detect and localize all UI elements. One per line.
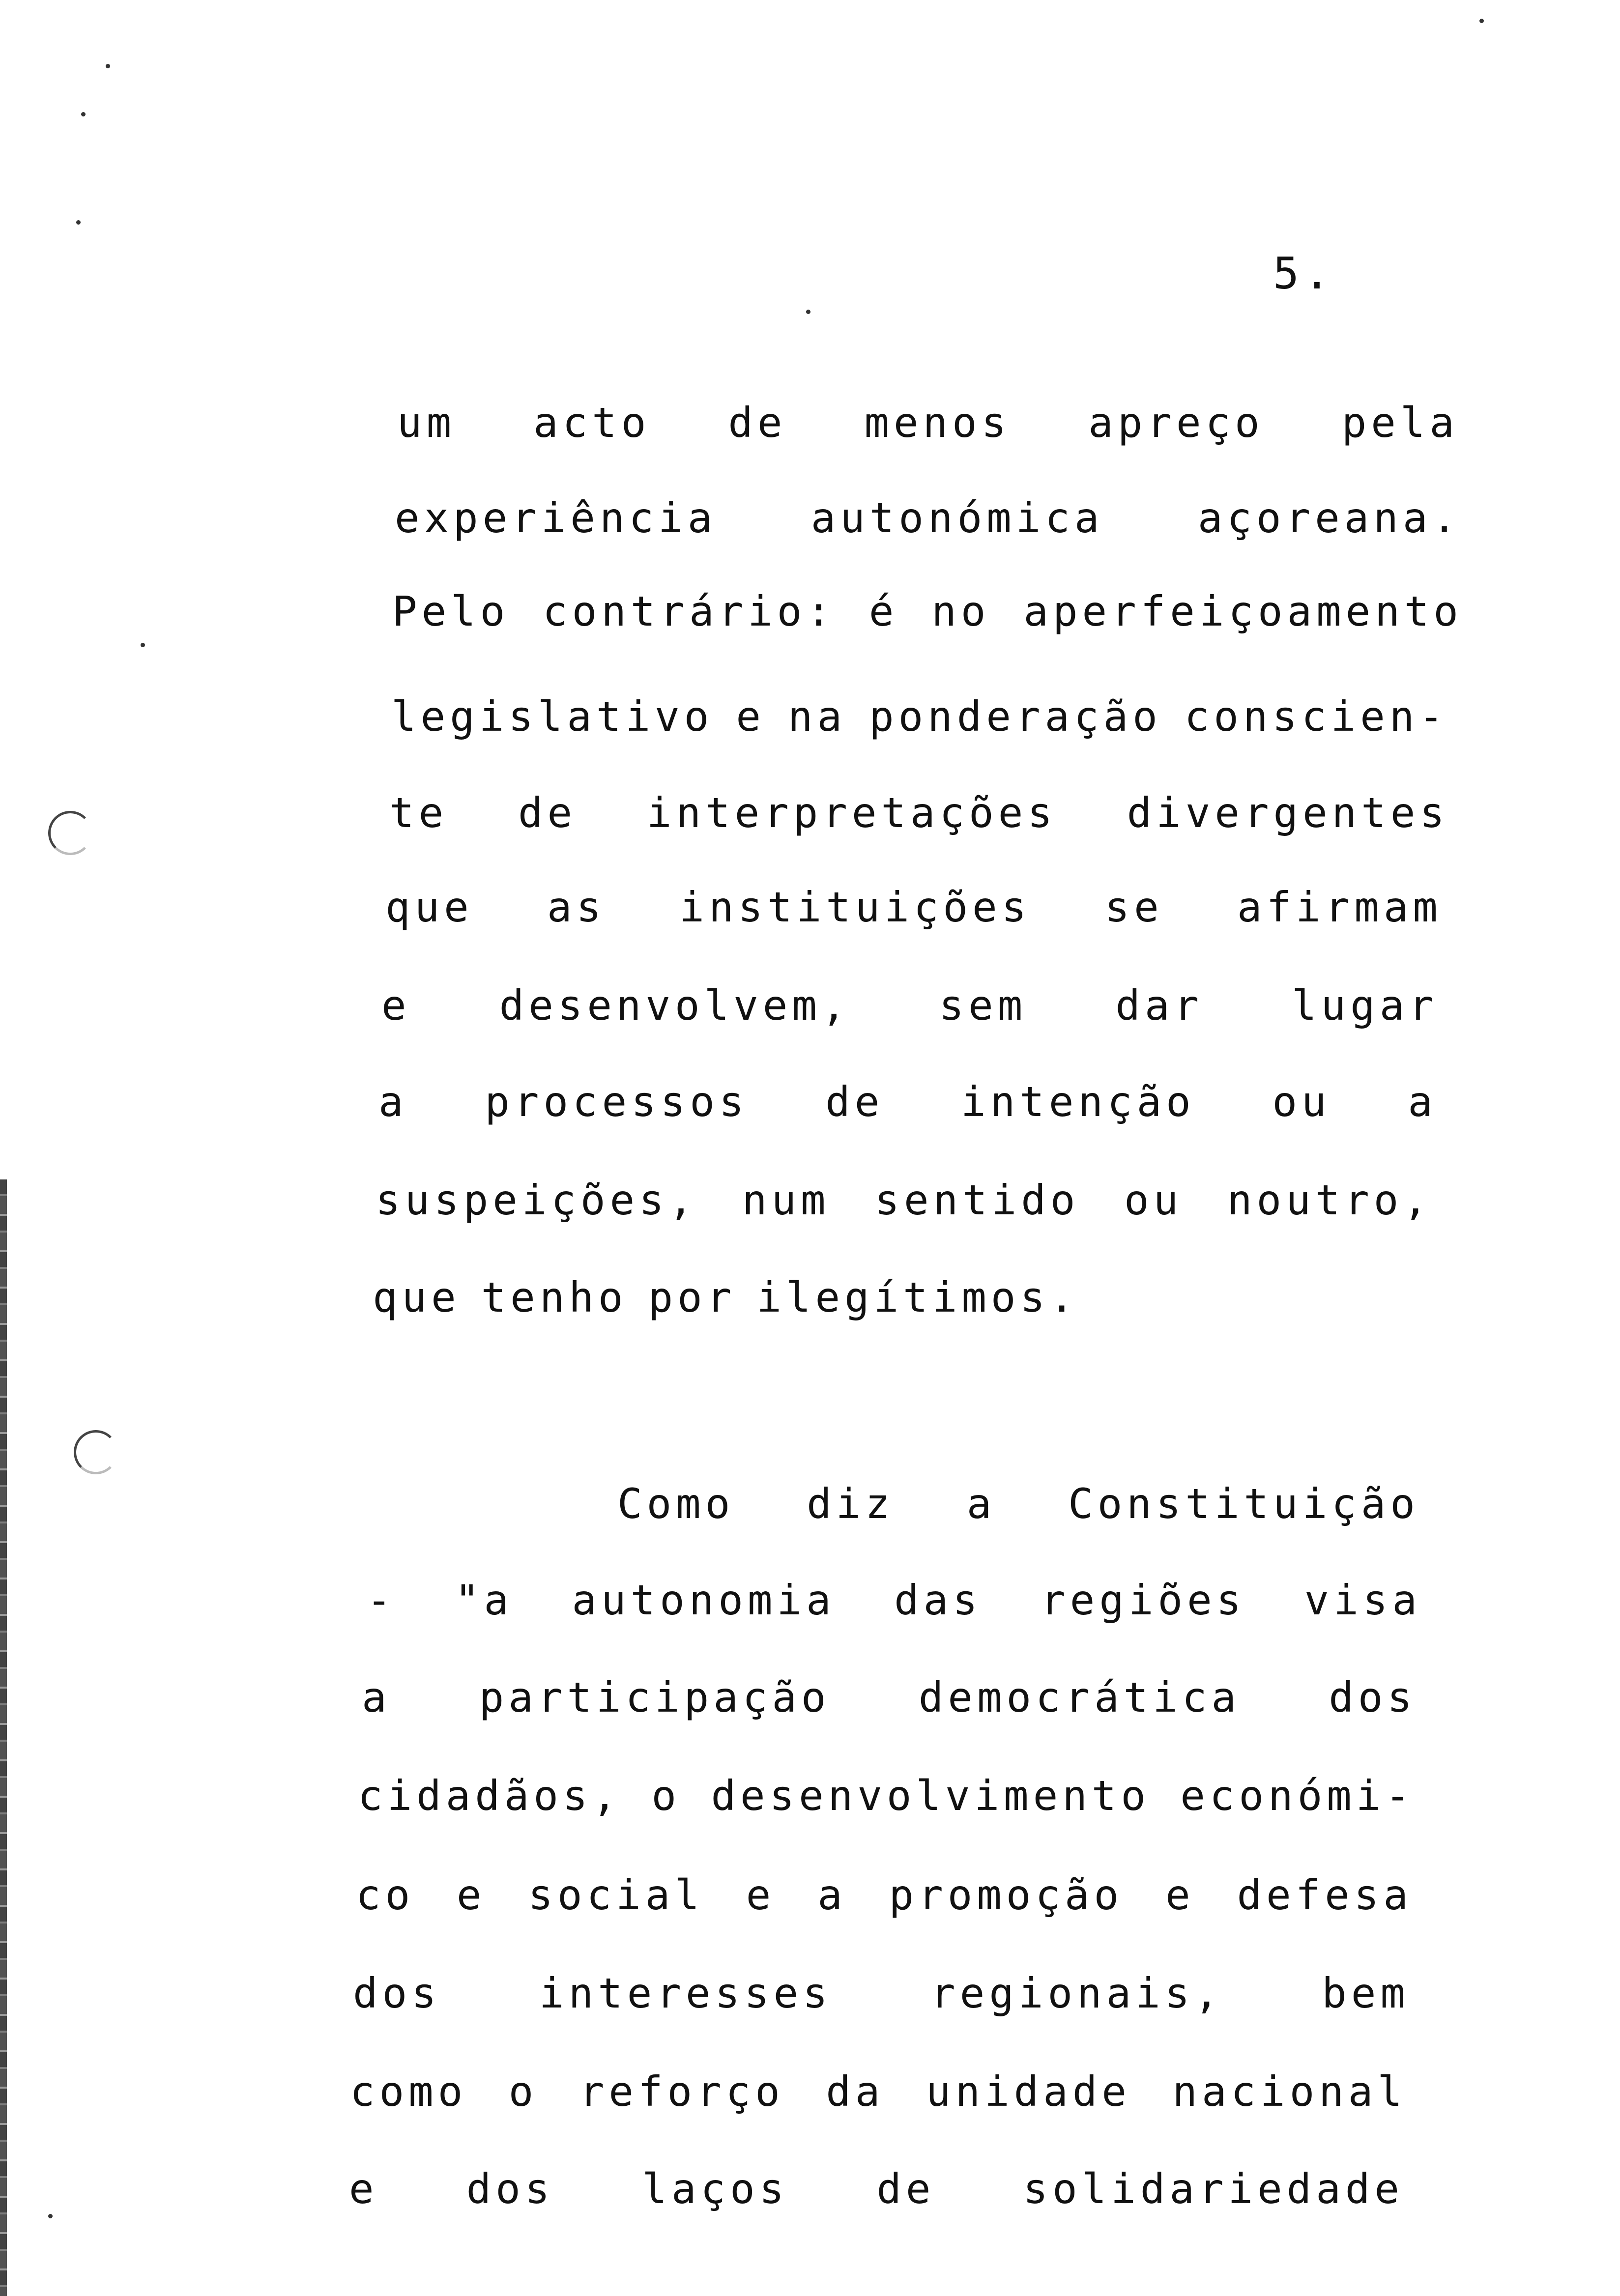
word: ilegítimos.	[756, 1273, 1079, 1321]
word: e	[349, 2165, 378, 2213]
word: diz	[807, 1480, 895, 1528]
scan-edge-shadow	[0, 1179, 7, 2296]
word: de	[518, 789, 577, 837]
word: na	[787, 692, 847, 741]
word: regionais,	[930, 1969, 1223, 2017]
word: promoção	[889, 1871, 1124, 1919]
text-line	[385, 883, 1442, 932]
text-line	[353, 1969, 1410, 2018]
word: experiência	[395, 494, 717, 542]
word: unidade	[926, 2067, 1131, 2116]
scan-speck	[48, 2214, 53, 2218]
word: -	[367, 1576, 396, 1624]
word: participação	[479, 1673, 831, 1722]
text-line	[395, 493, 1461, 543]
word: de	[728, 399, 787, 447]
word: que	[385, 883, 473, 931]
word: no	[931, 587, 990, 635]
word: dos	[466, 2165, 554, 2213]
word: das	[894, 1576, 982, 1624]
word: divergentes	[1127, 789, 1449, 837]
word: Constituição	[1068, 1480, 1419, 1528]
word: dos	[353, 1969, 441, 2017]
word: aperfeiçoamento	[1023, 587, 1463, 635]
word: que	[373, 1273, 461, 1321]
word: a	[1408, 1078, 1437, 1126]
punch-hole-icon	[48, 811, 92, 855]
word: ou	[1272, 1078, 1331, 1126]
word: desenvolvimento	[711, 1772, 1151, 1820]
word: a	[817, 1871, 847, 1919]
word: defesa	[1237, 1871, 1413, 1919]
word: afirmam	[1237, 883, 1442, 931]
word: o	[508, 2067, 538, 2116]
scan-speck	[806, 310, 810, 314]
text-line	[349, 2164, 1404, 2213]
word: tenho	[481, 1273, 628, 1321]
word: dar	[1115, 981, 1204, 1030]
word: pela	[1341, 399, 1459, 447]
page-number: 5.	[1273, 248, 1335, 299]
word: sentido	[874, 1176, 1080, 1224]
word: contrário:	[543, 587, 836, 635]
word: laços	[642, 2165, 789, 2213]
word: Como	[617, 1480, 735, 1528]
word: o	[651, 1772, 681, 1820]
word: como	[350, 2067, 467, 2116]
word: dos	[1329, 1673, 1417, 1722]
text-line	[378, 1077, 1437, 1126]
word: menos	[864, 399, 1011, 447]
word: "a	[454, 1576, 514, 1624]
word: solidariedade	[1023, 2165, 1404, 2213]
word: se	[1104, 883, 1163, 931]
word: democrática	[918, 1673, 1241, 1722]
text-line	[389, 788, 1449, 837]
word: intenção	[961, 1078, 1195, 1126]
word: e	[457, 1871, 486, 1919]
word: apreço	[1088, 399, 1264, 447]
word: interesses	[539, 1969, 832, 2017]
word: as	[547, 883, 606, 931]
scan-speck	[76, 220, 81, 225]
text-line	[350, 2067, 1407, 2116]
word: ou	[1124, 1176, 1183, 1224]
word: lugar	[1292, 981, 1438, 1030]
word: a	[378, 1078, 408, 1126]
scan-speck	[106, 64, 110, 68]
text-line	[617, 1479, 1419, 1528]
scan-speck	[141, 643, 145, 647]
word: autonomia	[572, 1576, 836, 1624]
word: por	[648, 1273, 736, 1321]
text-line	[397, 398, 1459, 447]
word: e	[381, 981, 411, 1030]
word: um	[397, 399, 456, 447]
text-line	[373, 1273, 1110, 1322]
text-line	[367, 1576, 1421, 1625]
word: e	[736, 692, 765, 741]
word: e	[746, 1871, 776, 1919]
word: noutro,	[1227, 1176, 1432, 1224]
word: é	[868, 587, 898, 635]
word: da	[826, 2067, 885, 2116]
text-line	[392, 587, 1463, 636]
word: e	[1165, 1871, 1195, 1919]
word: co	[356, 1871, 415, 1919]
word: Pelo	[392, 587, 510, 635]
word: a	[966, 1480, 996, 1528]
text-line	[358, 1771, 1415, 1820]
scan-speck	[1479, 19, 1484, 23]
word: reforço	[579, 2067, 784, 2116]
word: visa	[1304, 1576, 1421, 1624]
text-line	[391, 692, 1448, 741]
word: ponderação	[869, 692, 1162, 741]
text-line	[362, 1673, 1417, 1722]
word: sem	[939, 981, 1027, 1030]
word: desenvolvem,	[499, 981, 851, 1030]
text-line	[356, 1870, 1413, 1920]
word: num	[742, 1176, 830, 1224]
word: cidadãos,	[358, 1772, 622, 1820]
word: legislativo	[391, 692, 714, 741]
scan-speck	[81, 112, 86, 116]
word: bem	[1322, 1969, 1410, 2017]
word: autonómica	[810, 494, 1104, 542]
word: conscien-	[1184, 692, 1448, 741]
word: interpretações	[646, 789, 1057, 837]
text-line	[376, 1176, 1432, 1225]
word: acto	[533, 399, 651, 447]
word: instituições	[679, 883, 1031, 931]
word: de	[825, 1078, 884, 1126]
word: processos	[485, 1078, 749, 1126]
word: açoreana.	[1197, 494, 1461, 542]
word: te	[389, 789, 448, 837]
word: nacional	[1172, 2067, 1407, 2116]
word: social	[528, 1871, 704, 1919]
word: suspeições,	[376, 1176, 698, 1224]
word: de	[876, 2165, 935, 2213]
word: regiões	[1041, 1576, 1246, 1624]
punch-hole-icon	[74, 1430, 118, 1474]
text-line	[381, 981, 1438, 1030]
word: económi-	[1180, 1772, 1415, 1820]
word: a	[362, 1673, 391, 1722]
